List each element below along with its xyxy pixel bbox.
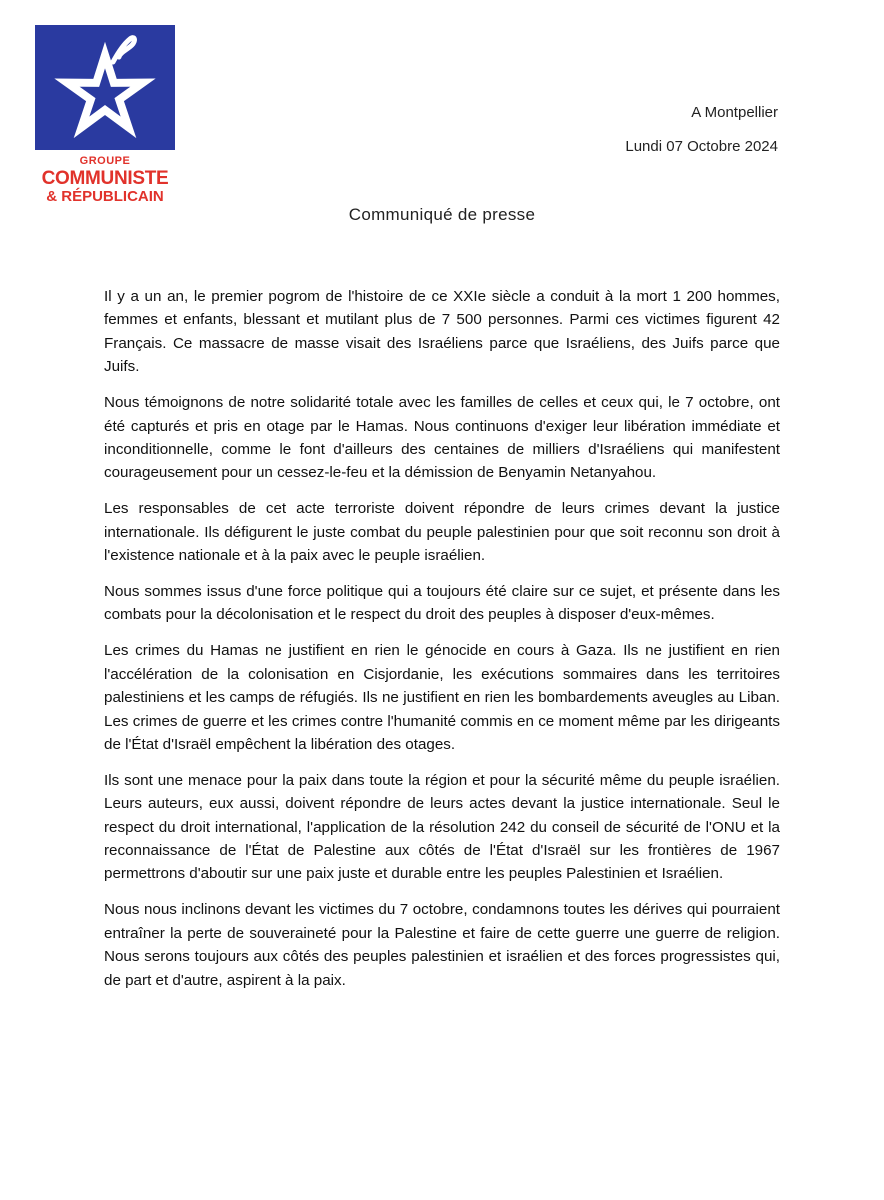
place-and-date <box>625 96 778 164</box>
paragraph-2: Nous témoignons de notre solidarité totale avec les familles de celles et ceux qui, le 7 octobre, ont été capturés et pris en otage par le Hamas. Nous continuons d'exiger leur libération immédiate et inconditionnelle, comme le font d'ailleurs des centaines de milliers d'Israéliens qui manifestent courageusement pour un cessez-le-feu et la démission de Benyamin Netanyahou. <box>104 394 780 482</box>
paragraph-1: Il y a un an, le premier pogrom de l'histoire de ce XXIe siècle a conduit à la mort 1 200 hommes, femmes et enfants, blessant et mutilant plus de 7 500 personnes. Parmi ces victimes figurent 42 Français. Ce massacre de masse visait des Israéliens parce que Israéliens, des Juifs parce que Juifs. <box>104 288 780 376</box>
paragraph-7: Nous nous inclinons devant les victimes du 7 octobre, condamnons toutes les dérives qui pourraient entraîner la perte de souveraineté pour la Palestine et faire de cette guerre une guerre de religion. Nous serons toujours aux côtés des peuples palestinien et israélien et des forces progressistes qui, de part et d'autre, aspirent à la paix. <box>104 901 780 989</box>
logo-line-1: GROUPE <box>79 155 131 167</box>
paragraph-4: Nous sommes issus d'une force politique qui a toujours été claire sur ce sujet, et présente dans les combats pour la décolonisation et le respect du droit des peuples à disposer d'eux-mêmes. <box>104 582 780 624</box>
logo-wordmark <box>35 156 175 204</box>
logo-line-2: COMMUNISTE <box>41 168 169 189</box>
date: Lundi 07 Octobre 2024 <box>625 138 778 155</box>
star-icon <box>35 25 175 150</box>
paragraph-5: Les crimes du Hamas ne justifient en rien le génocide en cours à Gaza. Ils ne justifient en rien l'accélération de la colonisation en Cisjordanie, les exécutions sommaires dans les territoires palestiniens et les camps de réfugiés. Ils ne justifient en rien les bombardements aveugles au Liban. Les crimes de guerre et les crimes contre l'humanité commis en ce moment même par les dirigeants de l'État d'Israël empêchent la libération des otages. <box>104 642 780 753</box>
paragraph-6: Ils sont une menace pour la paix dans toute la région et pour la sécurité même du peuple israélien. Leurs auteurs, eux aussi, doivent répondre de leurs actes devant la justice internationale. Seul le respect du droit international, l'application de la résolution 242 du conseil de sécurité de l'ONU et la reconnaissance de l'État de Palestine aux côtés de l'État d'Israël sur les frontières de 1967 permettrons d'aboutir sur une paix juste et durable entre les peuples Palestinien et Israélien. <box>104 771 780 883</box>
party-logo <box>35 25 175 204</box>
paragraph-3: Les responsables de cet acte terroriste doivent répondre de leurs crimes devant la justice internationale. Ils défigurent le juste combat du peuple palestinien pour que soit reconnu son droit à l'existence nationale et à la paix avec le peuple israélien. <box>104 500 780 565</box>
document-title: Communiqué de presse <box>348 205 536 224</box>
place: A Montpellier <box>691 104 778 121</box>
press-release-body <box>104 285 780 1004</box>
logo-line-3: & RÉPUBLICAIN <box>46 188 164 205</box>
logo-square <box>35 25 175 150</box>
